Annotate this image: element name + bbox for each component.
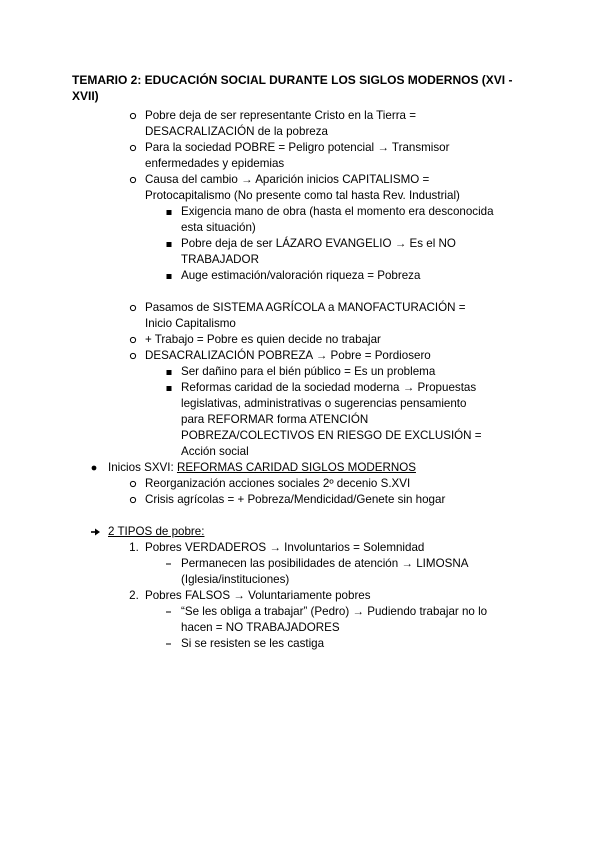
hollow-circle-icon: [128, 349, 140, 363]
list-number: 1.: [129, 541, 139, 554]
hollow-circle-icon: [128, 477, 140, 491]
hollow-circle-icon: [128, 333, 140, 347]
list-item-text: Pobre deja de ser representante Cristo en la Tierra = DESACRALIZACIÓN de la pobreza: [145, 109, 416, 138]
filled-square-icon: [164, 269, 176, 283]
list-item-text: + Trabajo = Pobre es quien decide no trabajar: [145, 333, 381, 346]
section-label: Inicios SXVI:: [108, 461, 174, 474]
list-item-text: “Se les obliga a trabajar” (Pedro) → Pudiendo trabajar no lo hacen = NO TRABAJADORES: [181, 605, 488, 634]
list-item-text: DESACRALIZACIÓN POBREZA → Pobre = Pordiosero: [145, 349, 431, 362]
list-item-text: Pobres VERDADEROS → Involuntarios = Solemnidad: [145, 541, 425, 554]
dash-icon: [164, 636, 174, 650]
list-item-text: Pasamos de SISTEMA AGRÍCOLA a MANOFACTURACIÓN = Inicio Capitalismo: [145, 301, 466, 330]
list-item-text: Auge estimación/valoración riqueza = Pobreza: [181, 269, 421, 282]
list-item-text: Para la sociedad POBRE = Peligro potencial → Transmisor enfermedades y epidemias: [145, 141, 450, 170]
hollow-circle-icon: [128, 301, 140, 315]
hollow-circle-icon: [128, 173, 140, 187]
list-item-text: Exigencia mano de obra (hasta el momento era desconocida esta situación): [181, 205, 494, 234]
section-heading-underlined: REFORMAS CARIDAD SIGLOS MODERNOS: [176, 461, 416, 474]
filled-square-icon: [164, 205, 176, 219]
list-item-text: Permanecen las posibilidades de atención → LIMOSNA (Iglesia/instituciones): [181, 557, 468, 586]
list-item-text: Ser dañino para el bién público = Es un problema: [181, 365, 436, 378]
dash-icon: [164, 556, 174, 570]
hollow-circle-icon: [128, 141, 140, 155]
list-item-text: Crisis agrícolas = + Pobreza/Mendicidad/Genete sin hogar: [145, 493, 446, 506]
filled-square-icon: [164, 381, 176, 395]
filled-square-icon: [164, 237, 176, 251]
section-heading-underlined: 2 TIPOS de pobre:: [108, 525, 205, 538]
hollow-circle-icon: [128, 493, 140, 507]
list-item-text: Reformas caridad de la sociedad moderna → Propuestas legislativas, administrativas o sugerencias pensamiento para REFORMAR forma ATENCIÓN POBREZA/COLECTIVOS EN RIESGO DE EXCLUSIÓN = Acción social: [181, 381, 482, 458]
list-number: 2.: [129, 589, 139, 602]
filled-circle-icon: [90, 461, 100, 475]
list-item-text: [108, 460, 488, 476]
dash-icon: [164, 604, 174, 618]
list-item-text: Pobres FALSOS → Voluntariamente pobres: [145, 589, 371, 602]
list-item-text: Si se resisten se les castiga: [181, 637, 325, 650]
list-item-text: Reorganización acciones sociales 2º decenio S.XVI: [145, 477, 411, 490]
list-item-text: Pobre deja de ser LÁZARO EVANGELIO → Es el NO TRABAJADOR: [181, 237, 456, 266]
arrow-right-icon: [90, 525, 102, 539]
filled-square-icon: [164, 365, 176, 379]
list-item-text: Causa del cambio → Aparición inicios CAPITALISMO = Protocapitalismo (No presente como tal hasta Rev. Industrial): [145, 173, 460, 202]
hollow-circle-icon: [128, 109, 140, 123]
page-title: TEMARIO 2: EDUCACIÓN SOCIAL DURANTE LOS SIGLOS MODERNOS (XVI - XVII): [72, 73, 513, 103]
